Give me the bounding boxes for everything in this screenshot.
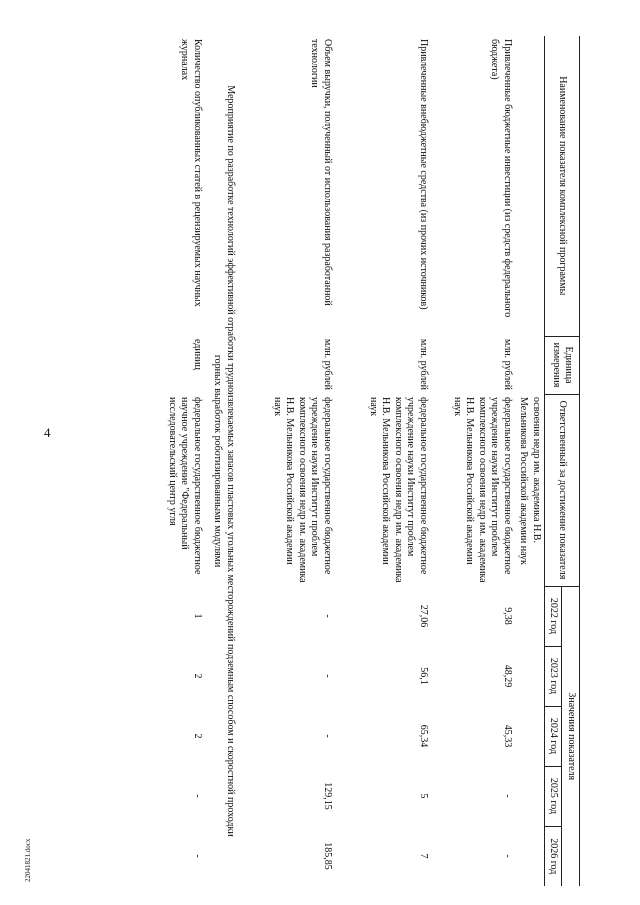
value-cell: -	[322, 614, 333, 618]
indicator-name: Привлеченные бюджетные инвестиции (из средств федерального бюджета)	[489, 39, 513, 318]
value-cell: 65,34	[418, 724, 429, 748]
header-year: 2022 год	[545, 586, 563, 646]
unit-cell: млн. рублей	[502, 339, 513, 391]
indicator-name: Объем выручки, полученный от использования разработанной технологии	[309, 39, 333, 306]
value-cell: -	[322, 674, 333, 678]
value-cell: 27,06	[418, 604, 429, 628]
header-year: 2024 год	[545, 706, 563, 766]
responsible-cell: федеральное государственное бюджетное учреждение науки Институт проблем комплексного освоения недр им. академика Н.В. Мельникова Российской академии наук	[452, 397, 513, 583]
value-cell: 48,29	[502, 664, 513, 688]
header-values-group: Значения показателя	[562, 586, 580, 886]
value-cell: -	[322, 734, 333, 738]
table-row	[515, 36, 545, 886]
unit-cell: млн. рублей	[418, 339, 429, 391]
page-number: 4	[44, 425, 51, 440]
value-cell: 45,33	[502, 724, 513, 748]
indicator-name: Привлеченные внебюджетные средства (из прочих источников)	[418, 39, 429, 310]
header-year: 2025 год	[545, 766, 563, 826]
header-year: 2026 год	[545, 826, 563, 886]
indicators-table	[164, 36, 581, 886]
responsible-cell: федеральное государственное бюджетное научное учреждение "Федеральный исследовательский центр угля	[167, 397, 203, 575]
indicator-name: Количество опубликованных статей в рецензируемых научных журналах	[179, 39, 203, 307]
table-row	[431, 36, 515, 886]
table-row	[164, 36, 206, 886]
unit-cell: единиц	[192, 339, 203, 370]
header-year: 2023 год	[545, 646, 563, 706]
value-cell: 5	[418, 793, 429, 799]
header-responsible: Ответственный за достижение показателя	[545, 394, 580, 586]
value-cell: 185,85	[322, 842, 333, 870]
value-cell: 2	[192, 673, 203, 679]
value-cell: -	[192, 794, 203, 798]
value-cell: 9,38	[502, 607, 513, 625]
rotated-table-container	[80, 36, 580, 886]
unit-cell: млн. рублей	[322, 339, 333, 391]
responsible-cell: федеральное государственное бюджетное учреждение науки Институт проблем комплексного освоения недр им. академика Н.В. Мельникова Российской академии наук	[272, 397, 333, 583]
value-cell: 7	[418, 853, 429, 859]
value-cell: 129,15	[322, 782, 333, 810]
responsible-cell: федеральное государственное бюджетное учреждение науки Институт проблем комплексного освоения недр им. академика Н.В. Мельникова Российской академии наук	[368, 397, 429, 583]
value-cell: -	[502, 794, 513, 798]
value-cell: 56,1	[418, 667, 429, 685]
table-row	[243, 36, 335, 886]
header-name: Наименование показателя комплексной программы	[545, 36, 580, 336]
section-title: Мероприятие по разработке технологий эффективной отработки трудноизвлекаемых запасов пластовых угольных месторождений подземным способом и скоростной проходки горных выработок роботизированными модулями	[212, 85, 236, 837]
responsible-cell: освоения недр им. академика Н.В. Мельникова Российской академии наук	[518, 397, 542, 565]
value-cell: 2	[192, 733, 203, 739]
footer-filename: 22041821.docx	[24, 838, 32, 882]
header-unit: Единица измерения	[545, 336, 580, 394]
value-cell: -	[502, 854, 513, 858]
section-row	[205, 36, 243, 886]
value-cell: 1	[192, 613, 203, 619]
table-row	[335, 36, 431, 886]
value-cell: -	[192, 854, 203, 858]
